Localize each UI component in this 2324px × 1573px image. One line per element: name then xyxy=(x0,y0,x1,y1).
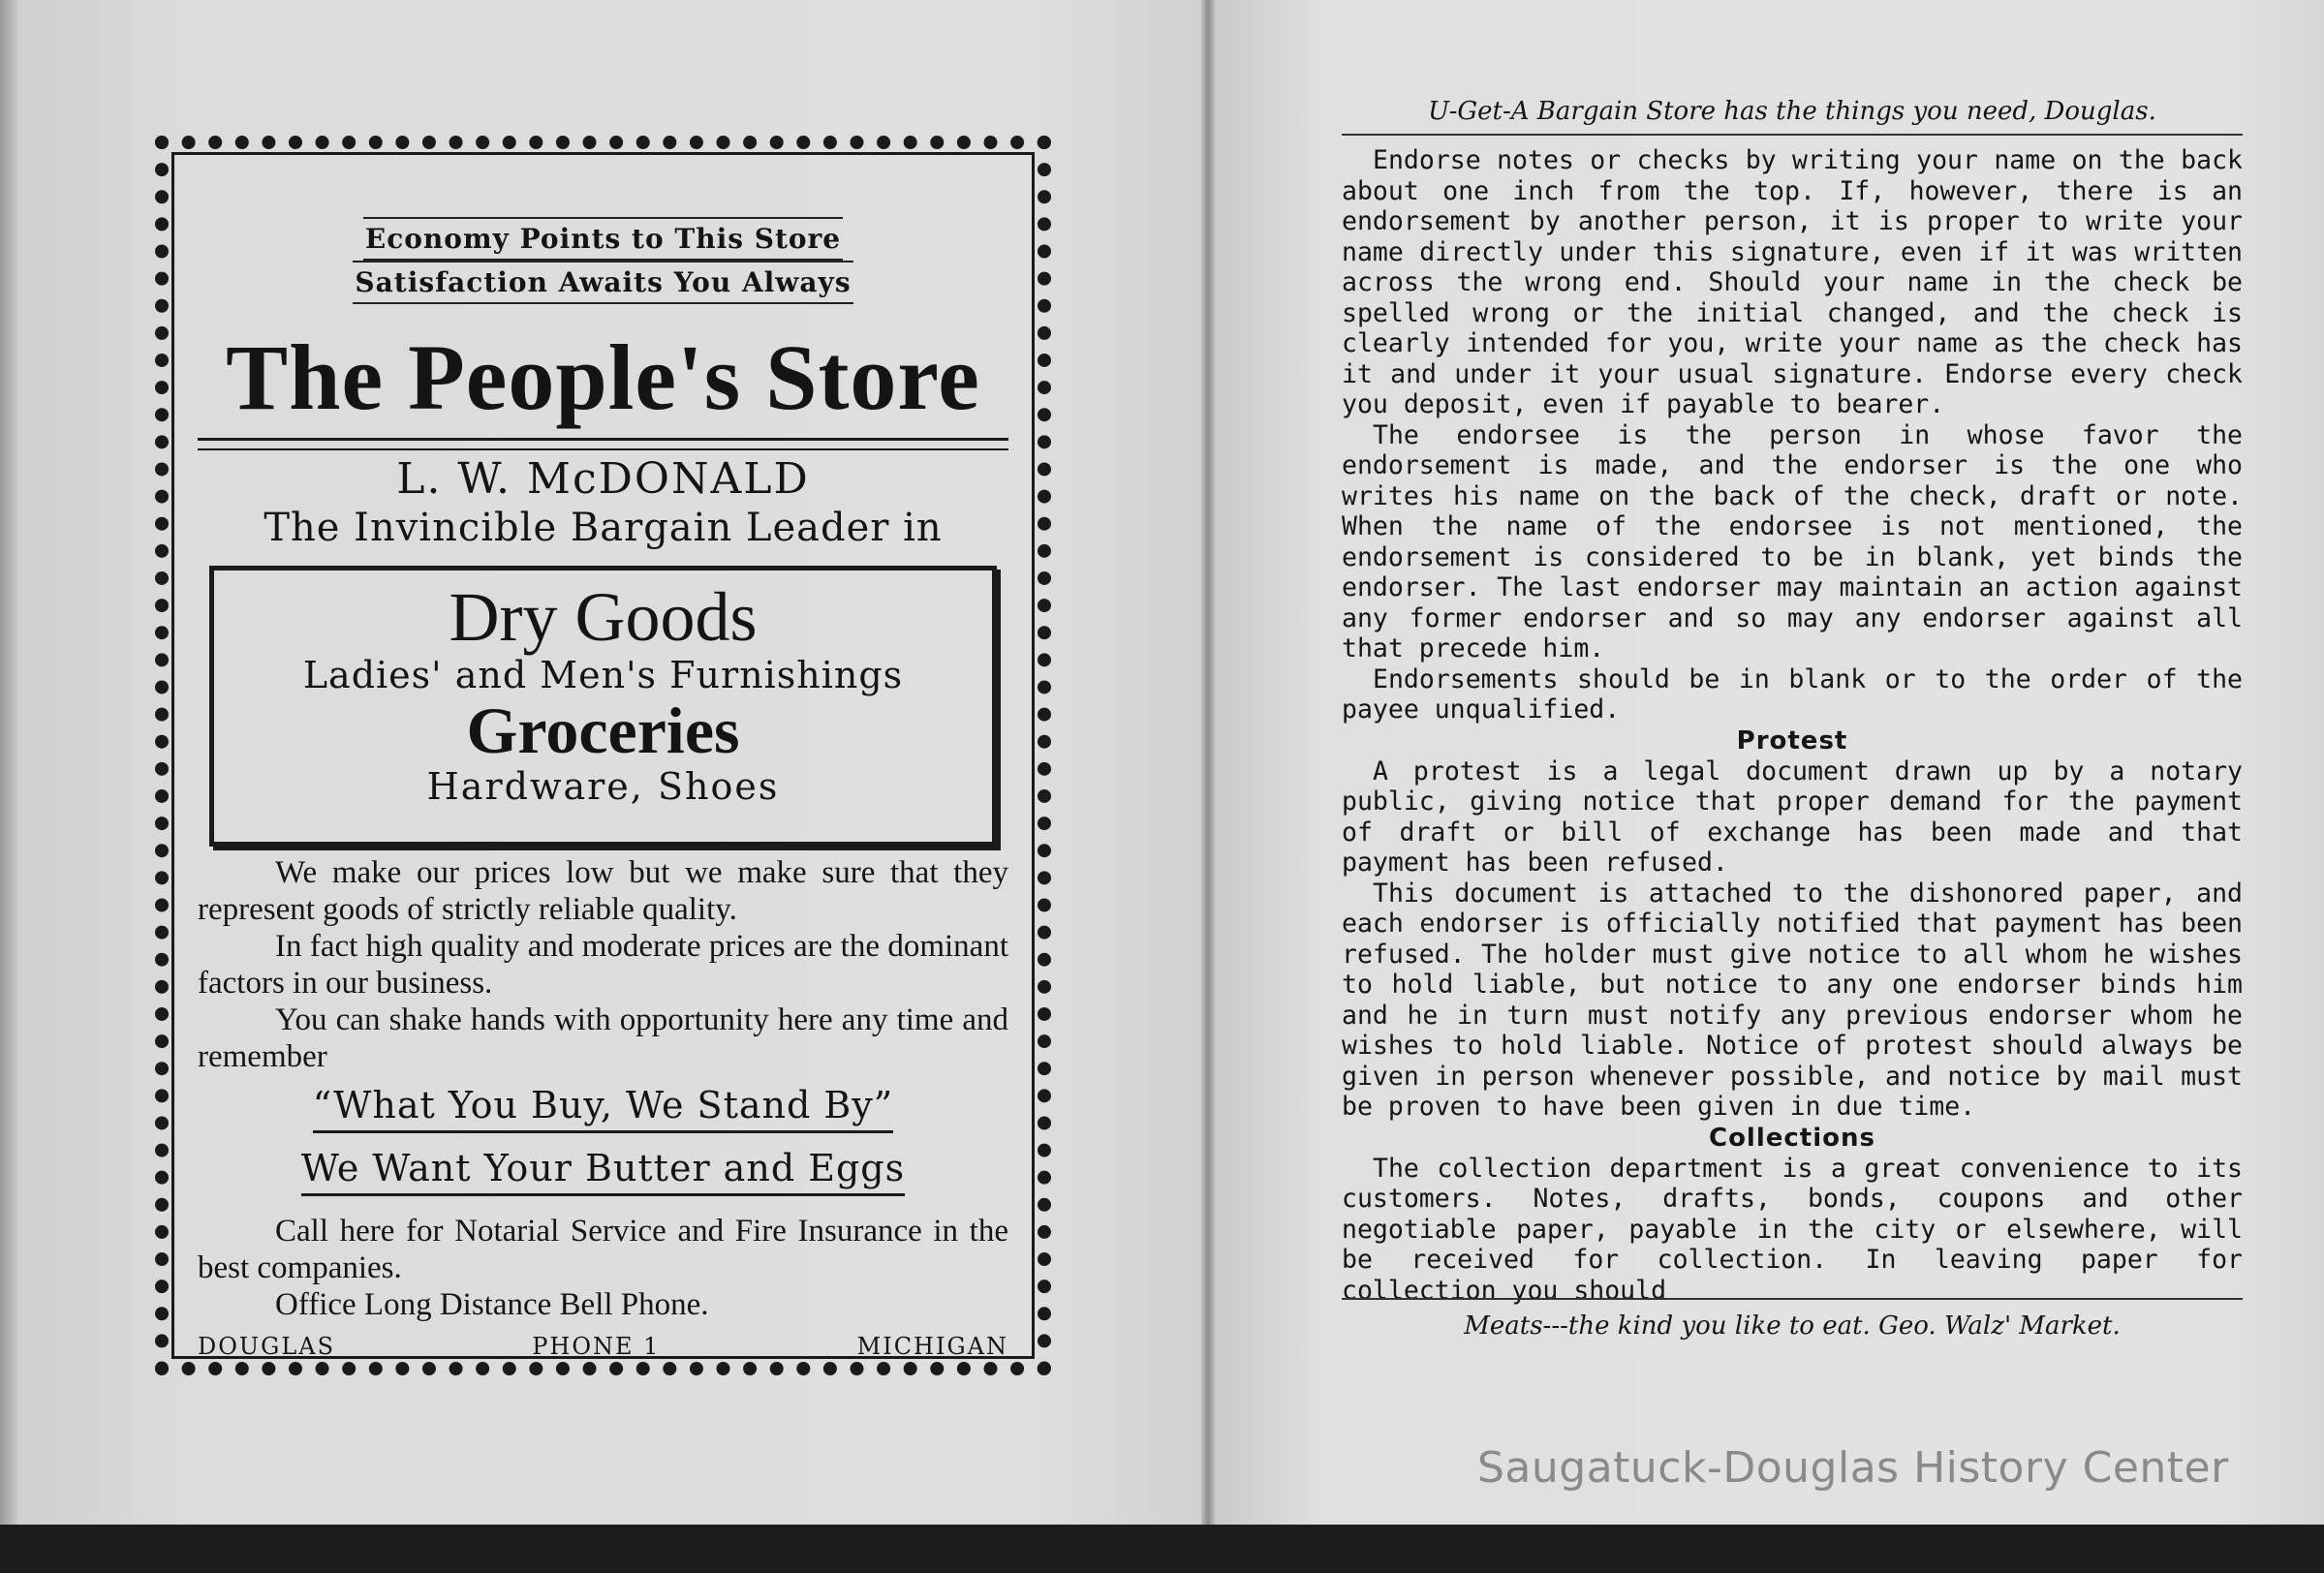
article-paragraph: This document is attached to the dishonored paper, and each endorser is officially notified that payment has been refused. The holder must give notice to all whom he wishes to hold liable, but notice to any one endorser binds him and he in turn must notify any previous endorser whom he wishes to hold liable. Notice of protest should always be given in person whenever possible, and notice by mail must be proven to have been given in due time. xyxy=(1342,878,2243,1122)
watermark: Saugatuck-Douglas History Center xyxy=(1477,1443,2229,1493)
footer-town: DOUGLAS xyxy=(198,1333,336,1360)
footer-state: MICHIGAN xyxy=(856,1333,1008,1360)
tagline: Economy Points to This Store xyxy=(363,217,843,261)
article-text xyxy=(1342,145,2243,1306)
slogan-text: We Want Your Butter and Eggs xyxy=(301,1147,905,1196)
leader-line: The Invincible Bargain Leader in xyxy=(263,506,943,550)
goods-groceries: Groceries xyxy=(466,694,740,767)
book-bottom-edge xyxy=(0,1525,2324,1573)
footer-phone: PHONE 1 xyxy=(532,1333,661,1360)
goods-dry-goods: Dry Goods xyxy=(449,578,758,656)
article-paragraph: The endorsee is the person in whose favor the endorsement is made, and the endorser is the one who writes his name on the back of the check, draft or note. When the name of the endorsee is not mentioned, the endorsement is considered to be in blank, yet binds the endorser. The last endorser may maintain an action against any former endorser and so may any endorser against all that precede him. xyxy=(1342,419,2243,663)
running-head: U-Get-A Bargain Store has the things you need, Douglas. xyxy=(1342,97,2243,136)
slogan xyxy=(198,1084,1008,1133)
book-gutter xyxy=(1201,0,1215,1528)
tagline: Satisfaction Awaits You Always xyxy=(353,261,852,304)
goods-furnishings: Ladies' and Men's Furnishings xyxy=(302,654,904,696)
left-page-edge xyxy=(0,0,19,1530)
owner-name: L. W. McDONALD xyxy=(396,454,810,504)
ad-body xyxy=(198,854,1008,1075)
article-paragraph: Endorse notes or checks by writing your name on the back about one inch from the top. If, however, there is an endorsement by another person, it is proper to write your name directly under this signature, even if it was written across the wrong end. Should your name in the check be spelled wrong or the initial changed, and the check is clearly intended for you, write your name as the check has it and under it your usual signature. Endorse every check you deposit, even if payable to bearer. xyxy=(1342,145,2243,419)
ad-paragraph: Office Long Distance Bell Phone. xyxy=(275,1287,709,1322)
store-name: The People's Store xyxy=(226,325,980,429)
tagline-block xyxy=(198,217,1008,304)
ad-footer xyxy=(198,1333,1008,1360)
ad-paragraph: Call here for Notarial Service and Fire Insurance in the best companies. xyxy=(198,1214,1008,1285)
heading-protest: Protest xyxy=(1736,725,1848,756)
running-foot: Meats---the kind you like to eat. Geo. Walz' Market. xyxy=(1342,1298,2243,1341)
slogan xyxy=(198,1147,1008,1196)
article-paragraph: The collection department is a great convenience to its customers. Notes, drafts, bonds, coupons and other negotiable paper, payable in the city or elsewhere, will be received for collection. In leaving paper for collection you should xyxy=(1342,1153,2243,1306)
double-rule xyxy=(198,438,1008,450)
goods-hardware: Hardware, Shoes xyxy=(426,765,780,808)
article-paragraph: A protest is a legal document drawn up by a notary public, giving notice that proper demand for the payment of draft or bill of exchange has been made and that payment has been refused. xyxy=(1342,756,2243,878)
heading-collections: Collections xyxy=(1708,1123,1875,1153)
article-paragraph: Endorsements should be in blank or to the order of the payee unqualified. xyxy=(1342,663,2243,725)
slogan-text: “What You Buy, We Stand By” xyxy=(313,1084,893,1133)
ad-paragraph: In fact high quality and moderate prices are the dominant factors in our business. xyxy=(198,929,1008,1001)
ad-call xyxy=(198,1213,1008,1323)
goods-box xyxy=(209,566,997,847)
ad-paragraph: You can shake hands with opportunity here any time and remember xyxy=(198,1002,1008,1074)
store-advertisement xyxy=(155,136,1051,1375)
ad-paragraph: We make our prices low but we make sure that they represent goods of strictly reliable quality. xyxy=(198,855,1008,927)
